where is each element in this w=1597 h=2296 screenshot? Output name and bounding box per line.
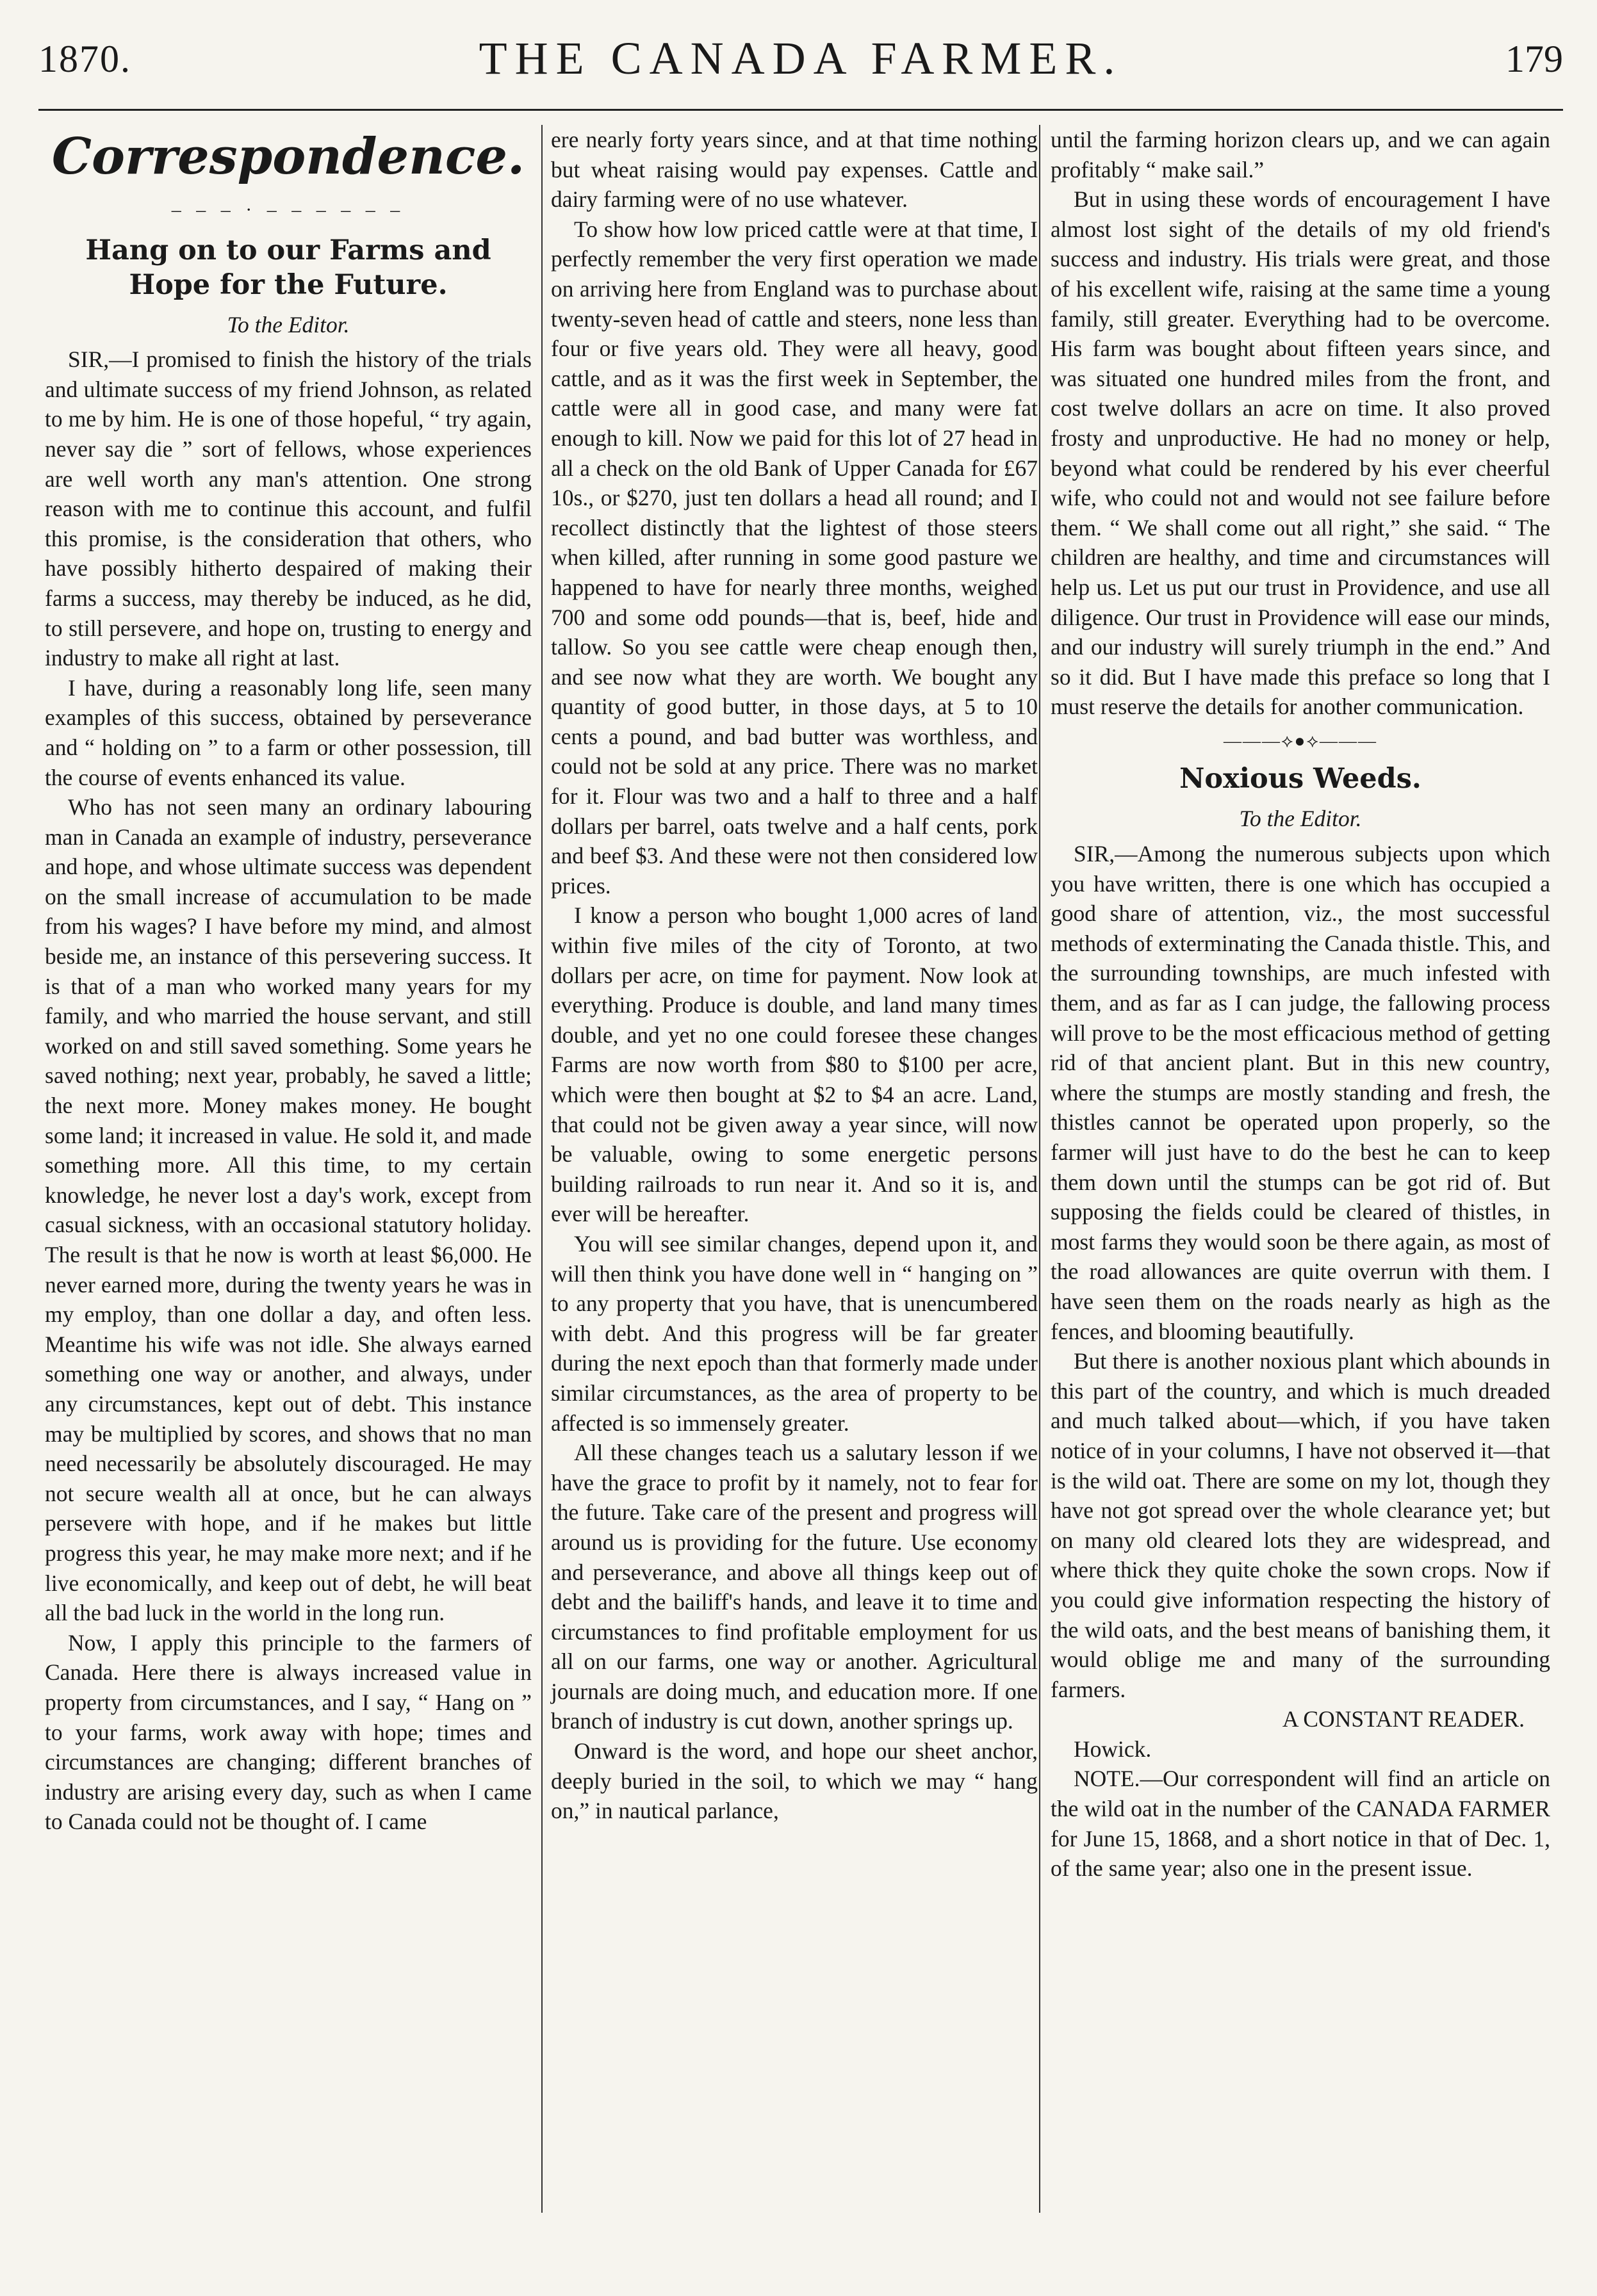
paragraph: But there is another noxious plant which abounds in this part of the country, and which is much dreaded and much talked about—which, if you have taken notice of in your columns, I have not observed it—that is the wild oat. There are some on my lot, though they have not got spread over the whole clearance yet; but on many old cleared lots they are widespread, and where thick they quite choke the sown crops. Now if you could give information respecting the history of the wild oats, and the best means of banishing them, it would oblige me and many of the surrounding farmers. [1051,1348,1550,1702]
section-title: Correspondence. [51,127,525,186]
header-page-number: 179 [1505,38,1563,80]
page-header [38,26,1563,102]
paragraph: Who has not seen many an ordinary labouring man in Canada an example of industry, perseverance and hope, and whose ultimate success was dependent on the small increase of accumulation to be made from his wages? I have before my mind, and almost beside me, an instance of this persevering success. It is that of a man who worked many years for my family, and who married the house servant, and still worked on and still saved something. Some years he saved nothing; next year, probably, he saved a little; the next more. Money makes money. He bought some land; it increased in value. He sold it, and made something more. All this time, to my certain knowledge, he never lost a day's work, except from casual sickness, with an occasional statutory holiday. The result is that he now is worth at least $6,000. He never earned more, during the twenty years he was in my employ, than one dollar a day, and often less. Meantime his wife was not idle. She always earned something one way or another, and always, under any circumstances, kept out of debt. This instance may be multiplied by scores, and shows that no man need necessarily be absolutely discouraged. He may not secure wealth all at once, but he can always persevere with hope, and if he makes but little progress this year, he may make more next; and if he live economically, and keep out of debt, he will beat all the bad luck in the world in the long run. [45,794,532,1626]
column-divider [1039,125,1040,2213]
ornament-divider: ———⟡●⟡——— [1224,731,1377,751]
column-2 [551,125,1038,1826]
article-title: Noxious Weeds. [1179,763,1421,795]
header-title: THE CANADA FARMER. [479,33,1123,84]
paragraph: But in using these words of encouragement I have almost lost sight of the details of my old friend's success and industry. His trials were great, and those of his excellent wife, raising at the same time a young family, still greater. Everything had to be overcome. His farm was bought about fifteen years since, and was situated one hundred miles from the front, and cost twelve dollars an acre on time. It also proved frosty and unproductive. He had no money or help, beyond what could be rendered by his ever cheerful wife, who could not and would not see failure before them. “ We shall come out all right,” she said. “ The children are healthy, and time and circumstances will help us. Let us put our trust in Providence, and use all diligence. Our trust in Providence will ease our minds, and our industry will surely triumph in the end.” And so it did. But I have made this preface so long that I must reserve the details for another communication. [1051,186,1550,720]
place-name: Howick. [1074,1736,1152,1762]
paragraph: SIR,—I promised to finish the history of the trials and ultimate success of my friend Johnson, as related to me by him. He is one of those hopeful, “ try again, never say die ” sort of fellows, whose experiences are well worth any man's attention. One strong reason with me to continue this account, and fulfil this promise, is the consideration that others, who have possibly hitherto despaired of making their farms a success, may thereby be induced, as he did, to still persevere, and hope on, trusting to energy and industry to make all right at last. [45,346,532,671]
editor-note: NOTE.—Our correspondent will find an article on the wild oat in the number of the CANADA FARMER for June 15, 1868, and a short notice in that of Dec. 1, of the same year; also one in the present issue. [1051,1766,1550,1882]
signature: A CONSTANT READER. [1282,1706,1525,1732]
paragraph: Onward is the word, and hope our sheet anchor, deeply buried in the soil, to which we may “ hang on,” in nautical parlance, [551,1738,1038,1824]
paragraph: Now, I apply this principle to the farmers of Canada. Here there is always increased value in property from circumstances, and I say, “ Hang on ” to your farms, work away with hope; times and circumstances are changing; different branches of industry are arising every day, such as when I came to Canada could not be thought of. I came [45,1629,532,1835]
header-year: 1870. [38,38,131,80]
paragraph: SIR,—Among the numerous subjects upon which you have written, there is one which has occupied a good share of attention, viz., the most successful methods of exterminating the Canada thistle. This, and the surrounding townships, are much infested with them, and as far as I can judge, the fallowing process will prove to be the most efficacious method of getting rid of that ancient plant. But in this new country, where the stumps are mostly standing and fresh, the thistles cannot be operated upon properly, so the farmer will just have to do the best he can to keep them down until the stumps can be got rid of. But supposing the fields could be cleared of thistles, in most farms they would soon be there again, as most of the road allowances are quite overrun with them. I have seen them on the roads nearly as high as the fences, and blooming beautifully. [1051,841,1550,1344]
column-1 [45,125,532,1837]
header-rule [38,109,1563,111]
column-divider [541,125,543,2213]
paragraph: You will see similar changes, depend upon it, and will then think you have done well in “ hanging on ” to any property that you have, that is unencumbered with debt. And this progress will be far greater during the next epoch than that formerly made under similar circumstances, as the area of property to be affected is so immensely greater. [551,1230,1038,1436]
article-title: Hang on to our Farms and Hope for the Future. [85,234,491,301]
salutation: To the Editor. [1239,806,1362,832]
paragraph: I know a person who bought 1,000 acres of land within five miles of the city of Toronto, at two dollars per acre, on time for payment. Now look at everything. Produce is double, and land many times double, and yet no one could foresee these changes Farms are now worth from $80 to $100 per acre, which were then bought at $2 to $4 an acre. Land, that could not be given away a year since, will now be valuable, owing to some energetic persons building railroads to run near it. And so it is, and ever will be hereafter. [551,902,1038,1227]
paragraph: To show how low priced cattle were at that time, I perfectly remember the very first operation we made on arriving here from England was to purchase about twenty-seven head of cattle and steers, none less than four or five years old. They were all heavy, good cattle, and as it was the first week in September, the cattle were all in good case, and many were fat enough to kill. Now we paid for this lot of 27 head in all a check on the old Bank of Upper Canada for £67 10s., or $270, just ten dollars a head all round; and I recollect distinctly that the lightest of those steers when killed, after running in some good pasture we happened to have for nearly three months, weighed 700 and some odd pounds—that is, beef, hide and tallow. So you see cattle were cheap enough then, and see now what they are worth. We bought any quantity of good butter, in those days, at 5 to 10 cents a pound, and bad butter was worthless, and could not be sold at any price. There was no market for it. Flour was two and a half to three and a half dollars per barrel, oats twelve and a half cents, pork and beef $3. And these were not then considered low prices. [551,216,1038,899]
paragraph: I have, during a reasonably long life, seen many examples of this success, obtained by perseverance and “ holding on ” to a farm or other possession, till the course of events enhanced its value. [45,674,532,790]
paragraph: until the farming horizon clears up, and we can again profitably “ make sail.” [1051,127,1550,183]
salutation: To the Editor. [227,311,350,338]
paragraph: All these changes teach us a salutary lesson if we have the grace to profit by it namely, not to fear for the future. Take care of the present and progress will around us is providing for the future. Use economy and perseverance, and above all things keep out of debt and the bailiff's hands, and leave it to time and circumstances to find profitable employment for us all on our farms, one way or another. Agricultural journals are doing much, and education more. If one branch of industry is cut down, another springs up. [551,1440,1038,1734]
column-3 [1051,125,1550,1884]
paragraph: ere nearly forty years since, and at that time nothing but wheat raising would pay expenses. Cattle and dairy farming were of no use whatever. [551,127,1038,213]
divider-dashes: – – – · – – – – – – [171,199,405,220]
